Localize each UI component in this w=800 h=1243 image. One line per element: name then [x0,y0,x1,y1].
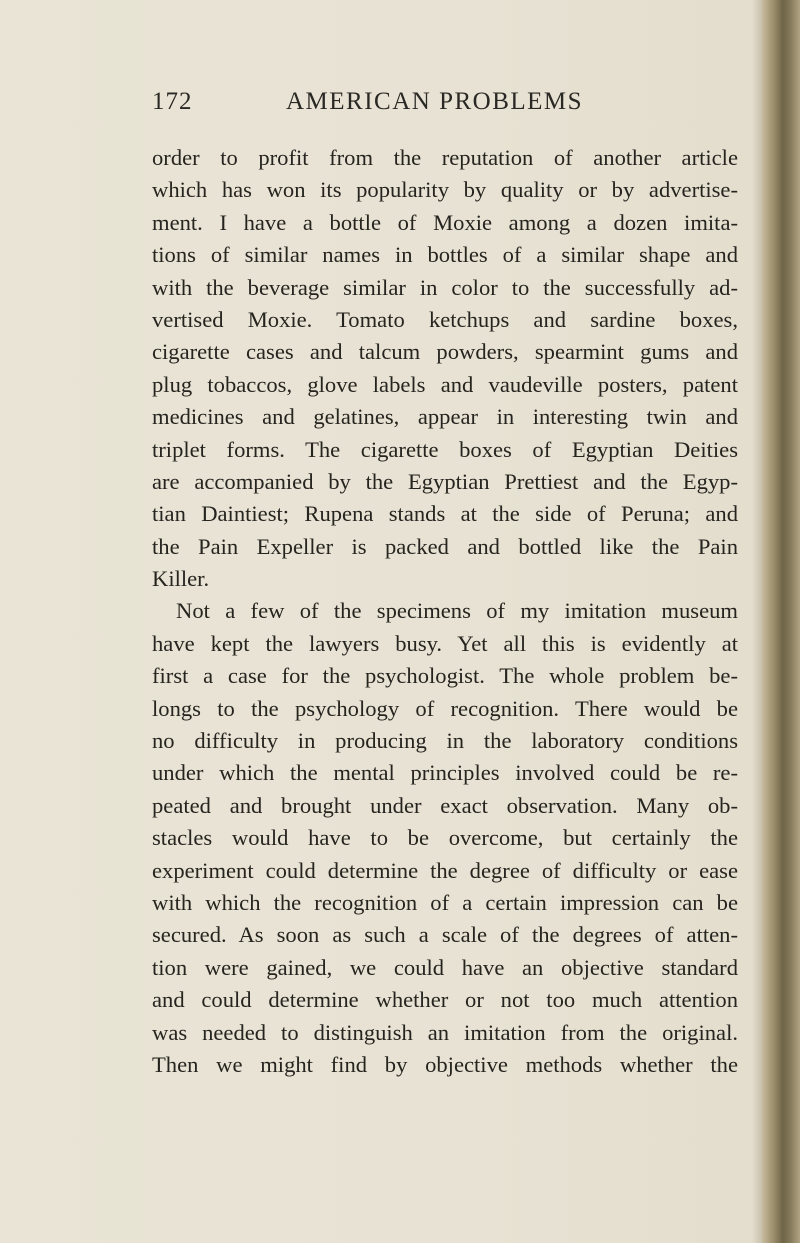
text-line: order to profit from the reputation of another article [152,145,738,170]
text-line: are accompanied by the Egyptian Prettiest and the Egyp- [152,468,738,494]
text-line: peated and brought under exact observation. Many ob- [152,792,738,818]
text-line: with the beverage similar in color to the successfully ad- [152,274,738,300]
text-line: experiment could determine the degree of difficulty or ease [152,857,738,883]
text-line: under which the mental principles involved could be re- [152,760,738,786]
text-line: cigarette cases and talcum powders, spearmint gums and [152,339,738,365]
text-line: which has won its popularity by quality or by advertise- [152,177,738,203]
text-line: no difficulty in producing in the laboratory conditions [152,728,738,754]
text-line: Then we might find by objective methods whether the [152,1051,738,1077]
running-head: AMERICAN PROBLEMS [286,88,584,115]
text-line: tian Daintiest; Rupena stands at the side of Peruna; and [152,501,738,527]
text-line: first a case for the psychologist. The whole problem be- [152,663,738,689]
text-line: tion were gained, we could have an objective standard [152,954,738,980]
text-line: longs to the psychology of recognition. There would be [152,695,738,721]
text-line: and could determine whether or not too much attention [152,987,738,1013]
page-number: 172 [152,88,193,115]
page-header [152,88,738,124]
paragraph-end-line: Killer. [152,566,210,592]
text-line: tions of similar names in bottles of a similar shape and [152,242,738,268]
text-line: triplet forms. The cigarette boxes of Egyptian Deities [152,436,738,462]
text-line: secured. As soon as such a scale of the degrees of atten- [152,922,738,948]
paragraph-start-line: Not a few of the specimens of my imitation museum [176,598,738,624]
text-line: stacles would have to be overcome, but certainly the [152,825,738,851]
text-line: was needed to distinguish an imitation from the original. [152,1019,738,1045]
page-edge [762,0,800,1243]
text-line: have kept the lawyers busy. Yet all this is evidently at [152,630,738,656]
text-line: medicines and gelatines, appear in interesting twin and [152,404,738,430]
text-line: vertised Moxie. Tomato ketchups and sardine boxes, [152,306,738,332]
text-line: plug tobaccos, glove labels and vaudeville posters, patent [152,371,738,397]
text-line: with which the recognition of a certain impression can be [152,889,738,915]
text-line: the Pain Expeller is packed and bottled like the Pain [152,533,738,559]
body-text [152,142,738,1081]
page-gutter-shadow [752,0,762,1243]
text-line: ment. I have a bottle of Moxie among a dozen imita- [152,209,738,235]
